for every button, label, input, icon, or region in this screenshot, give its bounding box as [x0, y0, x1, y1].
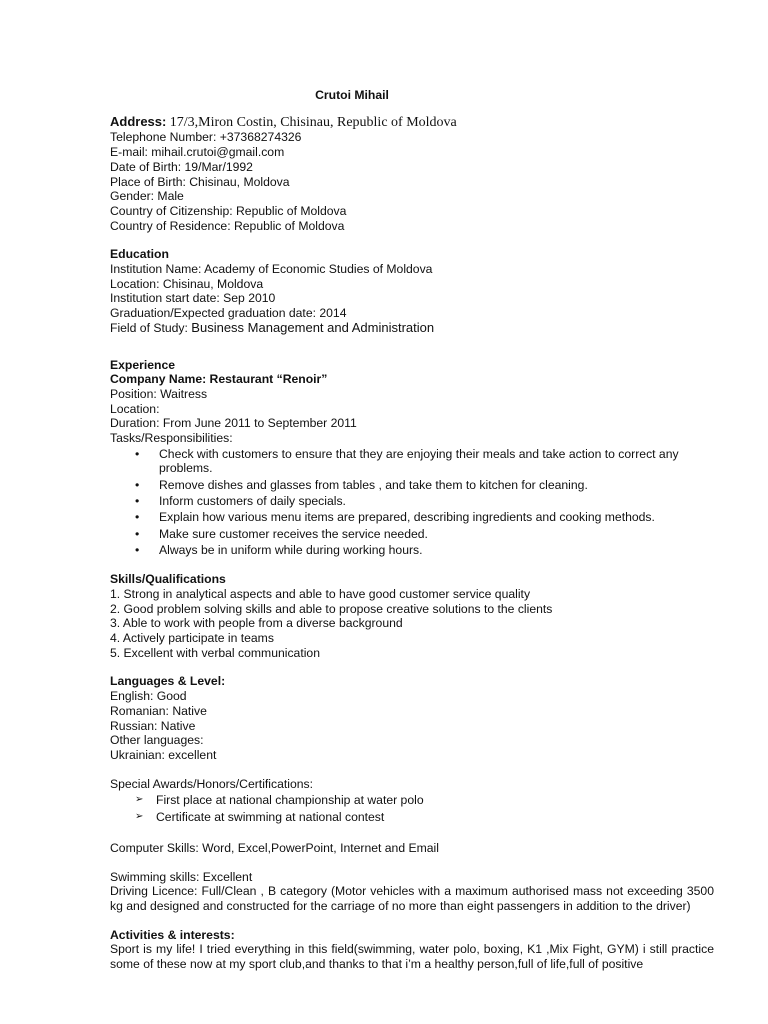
- award-text: First place at national championship at water polo: [156, 793, 424, 808]
- list-item: [110, 810, 714, 825]
- task-text: Check with customers to ensure that they are enjoying their meals and take action to correct any problems.: [159, 446, 679, 476]
- tasks-list: [110, 447, 714, 558]
- resume-page: [110, 88, 714, 972]
- spacer: [110, 914, 714, 928]
- bullet-icon: •: [135, 494, 140, 509]
- experience-line: Location:: [110, 401, 160, 416]
- personal-info-section: [110, 115, 714, 234]
- activities-section: [110, 928, 714, 972]
- skill-item: 1. Strong in analytical aspects and able to have good customer service quality: [110, 586, 531, 601]
- citizenship-line: Country of Citizenship: Republic of Moldova: [110, 203, 347, 218]
- bullet-icon: •: [135, 477, 140, 492]
- email-line: E-mail: mihail.crutoi@gmail.com: [110, 145, 285, 160]
- education-line: Institution Name: Academy of Economic Studies of Moldova: [110, 262, 433, 277]
- education-section: [110, 247, 714, 335]
- list-item: [110, 543, 714, 558]
- list-item: [110, 510, 714, 525]
- education-heading: Education: [110, 247, 169, 262]
- experience-line: Tasks/Responsibilities:: [110, 431, 233, 446]
- spacer: [110, 763, 714, 777]
- languages-section: [110, 674, 714, 762]
- spacer: [110, 856, 714, 870]
- education-line: Graduation/Expected graduation date: 2014: [110, 306, 347, 321]
- address-value: 17/3,Miron Costin, Chisinau, Republic of Moldova: [169, 114, 457, 130]
- skills-heading: Skills/Qualifications: [110, 572, 226, 587]
- company-name: Company Name: Restaurant “Renoir”: [110, 372, 328, 387]
- arrow-bullet-icon: ➢: [135, 794, 144, 806]
- residence-line: Country of Residence: Republic of Moldova: [110, 218, 345, 233]
- task-text: Explain how various menu items are prepared, describing ingredients and cooking methods.: [159, 510, 655, 525]
- list-item: [110, 494, 714, 509]
- activities-paragraph: Sport is my life! I tried everything in this field(swimming, water polo, boxing, K1 ,Mix Fight, GYM) i still practice some of these now at my sport club,and thanks to that i’m a healthy person,full of life,full of positive: [110, 942, 714, 972]
- spacer: [110, 336, 714, 358]
- task-text: Remove dishes and glasses from tables , and take them to kitchen for cleaning.: [159, 477, 588, 492]
- driving-licence-paragraph: Driving Licence: Full/Clean , B category (Motor vehicles with a maximum authorised mass not exceeding 3500 kg and designed and constructed for the carriage of no more than eight passengers in addition to the driver): [110, 884, 714, 913]
- activities-heading: Activities & interests:: [110, 927, 235, 942]
- language-line: English: Good: [110, 689, 187, 704]
- task-text: Make sure customer receives the service needed.: [159, 526, 428, 541]
- field-of-study-line: [110, 321, 714, 336]
- language-line: Romanian: Native: [110, 703, 207, 718]
- skill-item: 4. Actively participate in teams: [110, 631, 274, 646]
- experience-section: [110, 358, 714, 558]
- award-text: Certificate at swimming at national contest: [156, 810, 385, 825]
- language-line: Russian: Native: [110, 718, 196, 733]
- resume-name-heading: Crutoi Mihail: [315, 88, 389, 102]
- languages-heading: Languages & Level:: [110, 674, 226, 689]
- swimming-skills-line: Swimming skills: Excellent: [110, 869, 253, 884]
- spacer: [110, 559, 714, 572]
- list-item: [110, 478, 714, 493]
- gender-line: Gender: Male: [110, 189, 184, 204]
- list-item: [110, 527, 714, 542]
- bullet-icon: •: [135, 510, 140, 525]
- spacer: [110, 233, 714, 247]
- bullet-icon: •: [135, 446, 140, 461]
- task-text: Inform customers of daily specials.: [159, 494, 346, 509]
- list-item: [110, 447, 714, 476]
- computer-skills-line: Computer Skills: Word, Excel,PowerPoint, Internet and Email: [110, 840, 439, 855]
- language-line: Ukrainian: excellent: [110, 747, 217, 762]
- awards-list: [110, 793, 714, 824]
- experience-line: Duration: From June 2011 to September 2011: [110, 416, 357, 431]
- spacer: [110, 660, 714, 674]
- address-line: [110, 115, 714, 131]
- spacer: [110, 827, 714, 841]
- address-label: Address:: [110, 113, 167, 129]
- bullet-icon: •: [135, 526, 140, 541]
- experience-heading: Experience: [110, 357, 176, 372]
- phone-line: Telephone Number: +37368274326: [110, 130, 302, 145]
- skill-item: 5. Excellent with verbal communication: [110, 645, 320, 660]
- skill-item: 2. Good problem solving skills and able to propose creative solutions to the clients: [110, 601, 553, 616]
- education-line: Location: Chisinau, Moldova: [110, 276, 264, 291]
- skills-section: [110, 572, 714, 660]
- arrow-bullet-icon: ➢: [135, 811, 144, 823]
- bullet-icon: •: [135, 542, 140, 557]
- list-item: [110, 793, 714, 808]
- birth-place-line: Place of Birth: Chisinau, Moldova: [110, 174, 290, 189]
- awards-section: [110, 777, 714, 825]
- field-of-study-label: Field of Study:: [110, 320, 192, 335]
- birth-date-line: Date of Birth: 19/Mar/1992: [110, 159, 253, 174]
- experience-line: Position: Waitress: [110, 386, 208, 401]
- language-line: Other languages:: [110, 733, 204, 748]
- field-of-study-value: Business Management and Administration: [191, 319, 435, 335]
- awards-heading: Special Awards/Honors/Certifications:: [110, 776, 313, 791]
- skill-item: 3. Able to work with people from a diverse background: [110, 616, 403, 631]
- education-line: Institution start date: Sep 2010: [110, 291, 276, 306]
- task-text: Always be in uniform while during working hours.: [159, 542, 423, 557]
